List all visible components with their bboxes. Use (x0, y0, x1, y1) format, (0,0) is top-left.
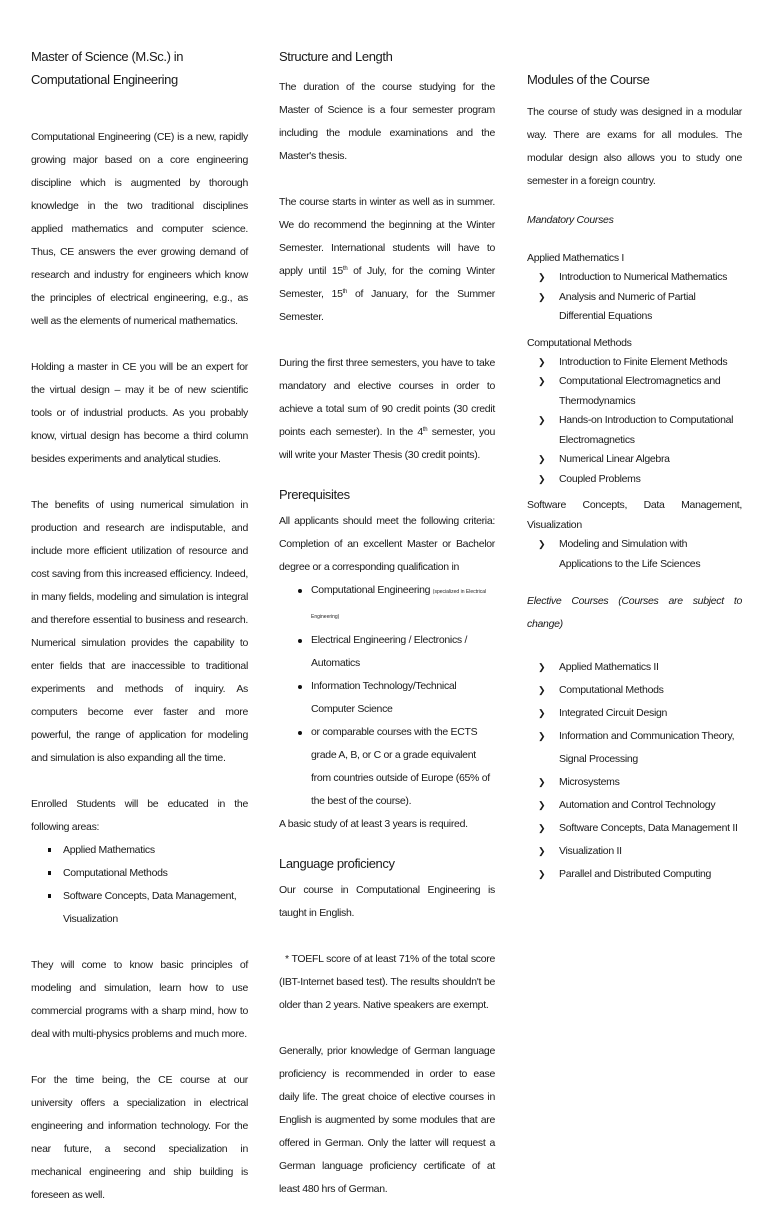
group-applied-math-title: Applied Mathematics I (527, 252, 624, 264)
page-title-line1: Master of Science (M.Sc.) in (31, 49, 184, 64)
language-heading: Language proficiency (279, 856, 395, 871)
list-item: ❯ Information and Communication Theory, Signal Processing (527, 725, 742, 771)
list-item: Applied Mathematics (31, 839, 248, 862)
list-item: ❯ Computational Methods (527, 679, 742, 702)
credits-paragraph: During the first three semesters, you have to take mandatory and elective courses in order to achieve a total sum of 90 credit points (30 credit points each semester). In the 4th semester, you will write your Master Thesis (30 credit points). (279, 357, 495, 461)
list-item: ❯ Microsystems (527, 771, 742, 794)
list-item: ❯ Computational Electromagnetics and Thermodynamics (527, 372, 742, 411)
page-title-line2: Computational Engineering (31, 72, 178, 87)
list-item: Information Technology/Technical Computer Science (279, 675, 495, 721)
column-overview (31, 45, 248, 1207)
list-item: ❯ Introduction to Numerical Mathematics (527, 268, 742, 288)
start-paragraph: The course starts in winter as well as in summer. We do recommend the beginning at the Winter Semester. International students will have to apply until 15th of July, for the coming Winter Semester, 15th of January, for the Summer Semester. (279, 196, 495, 323)
modules-intro: The course of study was designed in a modular way. There are exams for all modules. The modular design also allows you to study one semester in a foreign country. (527, 106, 742, 187)
modules-heading: Modules of the Course (527, 72, 650, 87)
list-item: ❯ Integrated Circuit Design (527, 702, 742, 725)
structure-heading: Structure and Length (279, 49, 393, 64)
areas-intro: Enrolled Students will be educated in the following areas: (31, 798, 248, 833)
german-proficiency-paragraph: Generally, prior knowledge of German language proficiency is recommended in order to ease daily life. The great choice of elective courses in English is augmented by some modules that are offered in German. Only the latter will request a German language proficiency certificate of at least 480 hrs of German. (279, 1045, 495, 1195)
list-item: or comparable courses with the ECTS grade A, B, or C or a grade equivalent from countries outside of Europe (65% of the best of the course). (279, 721, 495, 813)
list-item: ❯ Hands-on Introduction to Computational Electromagnetics (527, 411, 742, 450)
list-item: ❯ Analysis and Numeric of Partial Differential Equations (527, 288, 742, 327)
group-computational-methods-title: Computational Methods (527, 336, 632, 349)
list-item: ❯ Visualization II (527, 840, 742, 863)
list-item: ❯ Software Concepts, Data Management II (527, 817, 742, 840)
list-item: Computational Engineering (specialized in Electrical Engineering) (279, 579, 495, 629)
list-item: Computational Methods (31, 862, 248, 885)
mandatory-courses-label: Mandatory Courses (527, 214, 614, 226)
simulation-benefits-paragraph: The benefits of using numerical simulation in production and research are indisputable, and include more efficient utilization of resource and cost saving from this increased efficiency. Indeed, in many fields, modeling and simulation is integral and therefore essential to business and research. Numerical simulation provides the capability to enter fields that are inaccessible to traditional experiments and methods of inquiry. As computers become ever faster and more powerful, the range of application for modeling and simulation is also expanding all the time. (31, 499, 248, 764)
list-item: ❯ Introduction to Finite Element Methods (527, 353, 742, 373)
language-taught: Our course in Computational Engineering is taught in English. (279, 884, 495, 919)
specialization-paragraph: For the time being, the CE course at our university offers a specialization in electrical engineering and information technology. For the near future, a second specialization in mechanical engineering and ship building is foreseen as well. (31, 1074, 248, 1201)
prerequisites-intro: All applicants should meet the following criteria: Completion of an excellent Master or Bachelor degree or a corresponding qualification in (279, 515, 495, 573)
list-item: ❯ Modeling and Simulation with Applications to the Life Sciences (527, 535, 742, 574)
list-item: Software Concepts, Data Management, Visualization (31, 885, 248, 931)
prerequisites-heading: Prerequisites (279, 487, 350, 502)
basic-study-note: A basic study of at least 3 years is required. (279, 818, 468, 830)
list-item: Electrical Engineering / Electronics / Automatics (279, 629, 495, 675)
list-item: ❯ Numerical Linear Algebra (527, 450, 742, 470)
virtual-design-paragraph: Holding a master in CE you will be an expert for the virtual design – may it be of new scientific tools or of industrial products. As you probably know, virtual design has become a third column besides experiments and analytical studies. (31, 361, 248, 465)
toefl-note: * TOEFL score of at least 71% of the total score (IBT-Internet based test). The results shouldn't be older than 2 years. Native speakers are exempt. (279, 953, 495, 1011)
column-structure (279, 45, 495, 1201)
prerequisites-list (279, 579, 495, 813)
list-item: ❯ Coupled Problems (527, 470, 742, 490)
group-computational-methods-list (527, 353, 742, 490)
modeling-paragraph: They will come to know basic principles of modeling and simulation, learn how to use commercial programs with a sharp mind, how to deal with multi-physics problems and much more. (31, 959, 248, 1040)
list-item: ❯ Automation and Control Technology (527, 794, 742, 817)
areas-list (31, 839, 248, 931)
column-modules (527, 68, 742, 886)
group-software-title: Software Concepts, Data Management, Visualization (527, 499, 742, 531)
group-applied-math-list (527, 268, 742, 327)
duration-paragraph: The duration of the course studying for the Master of Science is a four semester program including the module examinations and the Master's thesis. (279, 81, 495, 162)
list-item: ❯ Parallel and Distributed Computing (527, 863, 742, 886)
group-software-list (527, 535, 742, 574)
elective-courses-list (527, 656, 742, 886)
intro-paragraph: Computational Engineering (CE) is a new, rapidly growing major based on a core engineering discipline which is augmented by thorough knowledge in the two traditional disciplines applied mathematics and computer science. Thus, CE answers the ever growing demand of research and industry for engineers which know the principles of electrical engineering, e.g., as well as the elements of numerical mathematics. (31, 131, 248, 327)
elective-courses-label: Elective Courses (Courses are subject to change) (527, 595, 742, 630)
list-item: ❯ Applied Mathematics II (527, 656, 742, 679)
